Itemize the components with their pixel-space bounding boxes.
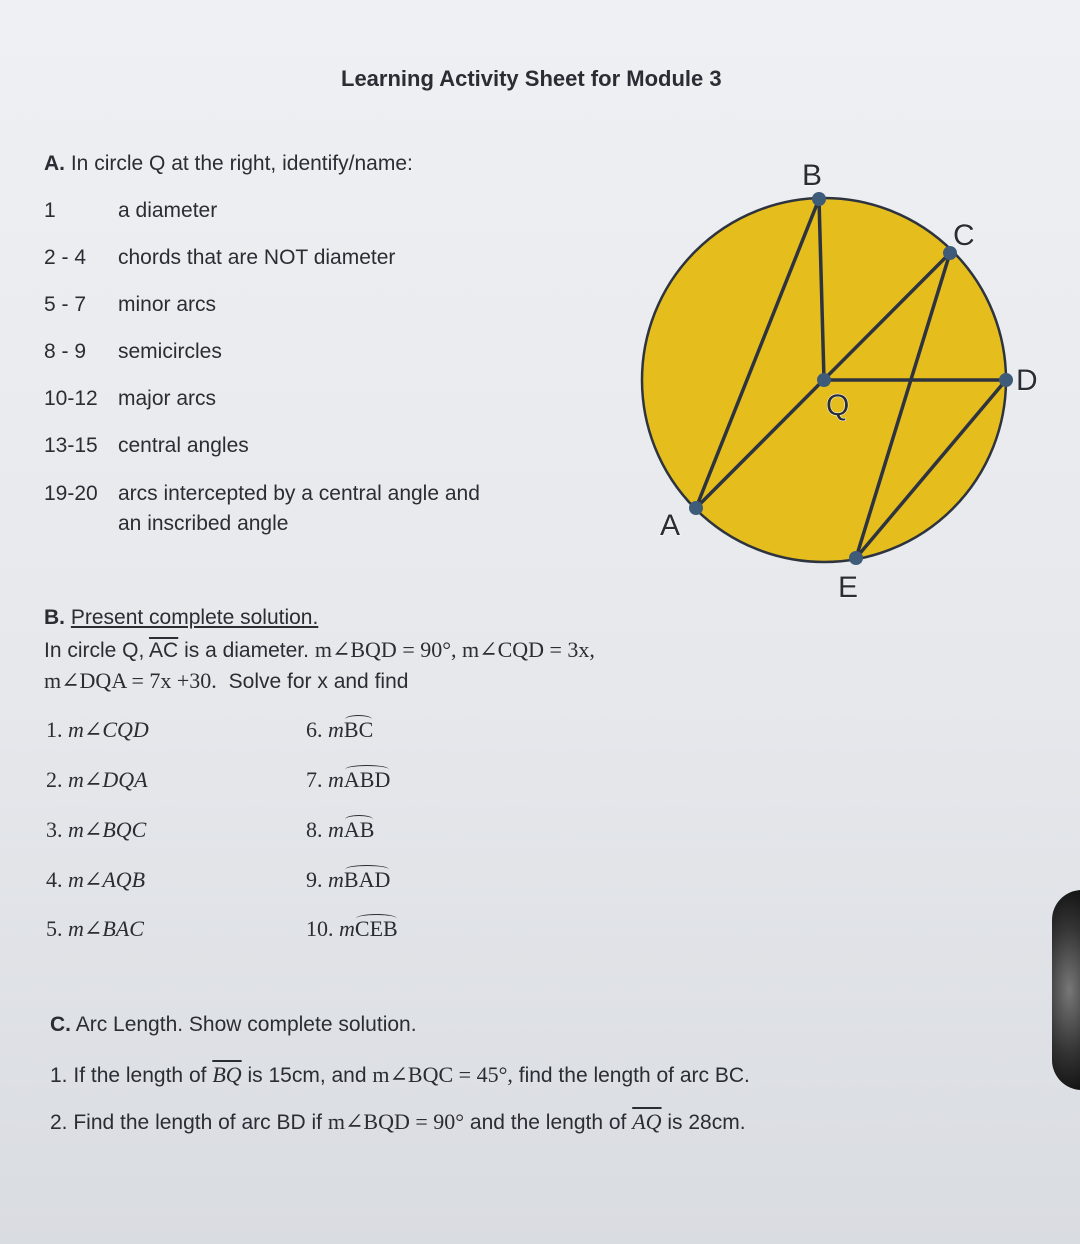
b-item-num: 10. (306, 916, 334, 941)
section-a-text: In circle Q at the right, identify/name: (70, 152, 413, 175)
item-num: 13-15 (44, 434, 98, 457)
b-item-9 (306, 867, 390, 893)
line2-math: m∠DQA = 7x +30. (44, 668, 217, 693)
section-b-line2 (44, 668, 408, 694)
section-c-heading (50, 1013, 417, 1037)
item-num: 1 (44, 199, 56, 222)
label-a: A (660, 509, 681, 542)
b-item-m: m (328, 867, 344, 892)
item-text: major arcs (118, 387, 217, 410)
arc-label: BAD (343, 867, 391, 892)
item-text: arcs intercepted by a central angle and (118, 482, 480, 505)
binder-edge (1052, 890, 1080, 1090)
item-num: 19-20 (44, 482, 98, 505)
section-c-text: Arc Length. Show complete solution. (75, 1013, 417, 1036)
item-text-cont: an inscribed angle (118, 512, 289, 535)
section-a-letter: A. (44, 152, 65, 175)
b-item-8 (306, 817, 374, 843)
section-b-title: Present complete solution. (70, 606, 319, 629)
section-a-heading (44, 152, 413, 176)
b-item-m: m (328, 817, 344, 842)
segment-bq-label: $\overline{BQ}$ (212, 1062, 242, 1087)
point-q (817, 373, 831, 387)
b-item-1 (46, 717, 149, 743)
item-num: 2 - 4 (44, 246, 87, 269)
section-b-line1 (44, 637, 595, 663)
b-item-num: 8. (306, 817, 323, 842)
item-text: central angles (118, 434, 249, 457)
arc-label: CEB (354, 916, 398, 941)
arc-label: ABD (343, 767, 391, 792)
b-item-expr: m∠BQC (68, 817, 147, 842)
b-item-num: 7. (306, 767, 323, 792)
arc-label: BC (343, 717, 374, 742)
c-q-text: If the length of (73, 1064, 207, 1087)
b-item-7 (306, 767, 390, 793)
arc-label: AB (343, 817, 375, 842)
c-q-text: is 28cm. (667, 1111, 746, 1134)
item-num: 10-12 (44, 387, 98, 410)
label-d: D (1016, 364, 1038, 397)
label-e: E (838, 571, 859, 604)
label-b: B (802, 159, 823, 192)
b-item-num: 3. (46, 817, 63, 842)
b-item-num: 6. (306, 717, 323, 742)
b-item-4 (46, 867, 145, 893)
b-item-num: 5. (46, 916, 63, 941)
line2-text: Solve for x and find (228, 670, 409, 693)
c-q-math: m∠BQC = 45°, (372, 1062, 513, 1087)
b-item-expr: m∠CQD (68, 717, 149, 742)
b-item-2 (46, 767, 148, 793)
line1-pre: In circle Q, (44, 639, 145, 662)
point-e (849, 551, 863, 565)
point-d (999, 373, 1013, 387)
item-text: semicircles (118, 340, 222, 363)
b-item-m: m (339, 916, 355, 941)
item-text: a diameter (118, 199, 218, 222)
c-q-text: Find the length of arc BD if (73, 1111, 322, 1134)
b-item-expr: m∠BAC (68, 916, 144, 941)
c-q-num: 1. (50, 1064, 68, 1087)
c-q-math: m∠BQD = 90° (327, 1109, 465, 1134)
point-a (689, 501, 703, 515)
line1-math: m∠BQD = 90°, m∠CQD = 3x, (314, 637, 595, 662)
section-b-letter: B. (44, 606, 65, 629)
item-num: 5 - 7 (44, 293, 87, 316)
b-item-num: 1. (46, 717, 63, 742)
section-c-letter: C. (50, 1013, 71, 1036)
b-item-m: m (328, 767, 344, 792)
line1-post: is a diameter. (184, 639, 309, 662)
segment-ac-label: $\overline{AC}$ (149, 639, 179, 662)
c-q-text: and the length of (469, 1111, 627, 1134)
c-question-1 (50, 1062, 750, 1088)
b-item-num: 9. (306, 867, 323, 892)
b-item-expr: m∠DQA (68, 767, 148, 792)
b-item-5 (46, 916, 144, 942)
label-c: C (953, 219, 975, 252)
b-item-6 (306, 717, 373, 743)
c-q-num: 2. (50, 1111, 68, 1134)
item-text: chords that are NOT diameter (118, 246, 396, 269)
item-text: minor arcs (118, 293, 217, 316)
b-item-10 (306, 916, 398, 942)
c-q-text: find the length of arc BC. (518, 1064, 750, 1087)
item-num: 8 - 9 (44, 340, 87, 363)
b-item-expr: m∠AQB (68, 867, 146, 892)
page-title: Learning Activity Sheet for Module 3 (341, 66, 722, 91)
section-b-heading (44, 606, 318, 630)
b-item-3 (46, 817, 146, 843)
label-q: Q (826, 389, 850, 422)
point-b (812, 192, 826, 206)
segment-aq-label: $\overline{AQ}$ (632, 1109, 662, 1134)
c-q-text: is 15cm, and (247, 1064, 367, 1087)
circle-diagram (600, 140, 1060, 610)
b-item-num: 2. (46, 767, 63, 792)
c-question-2 (50, 1109, 746, 1135)
b-item-m: m (328, 717, 344, 742)
b-item-num: 4. (46, 867, 63, 892)
